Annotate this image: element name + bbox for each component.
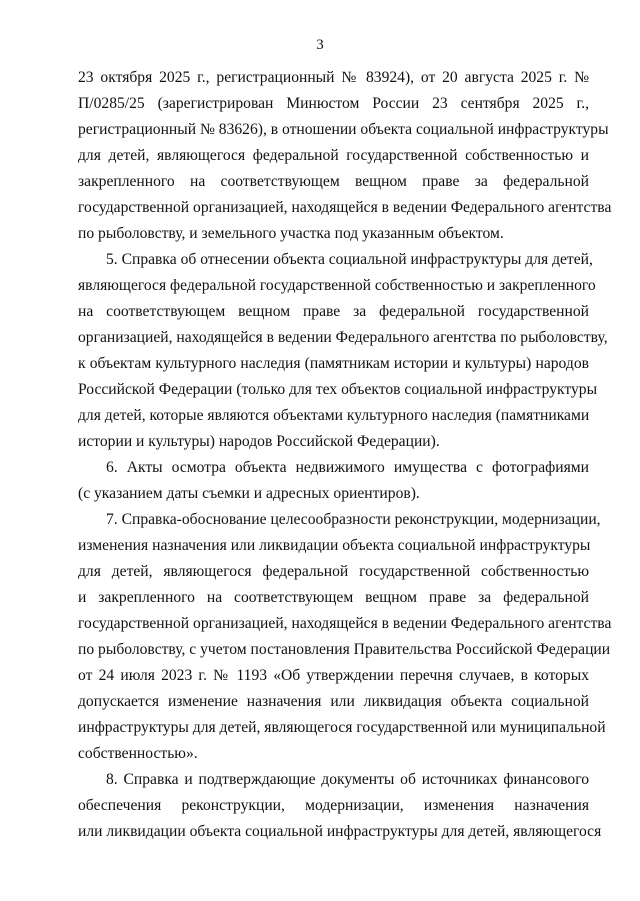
text-line: государственной организацией, находящейся в ведении Федерального агентства — [78, 199, 612, 216]
text-line: 7. Справка-обоснование целесообразности реконструкции, модернизации, — [106, 511, 601, 528]
text-line: по рыболовству, с учетом постановления Правительства Российской Федерации — [78, 641, 611, 658]
text-line: по рыболовству, и земельного участка под указанным объектом. — [78, 225, 504, 242]
text-line: (с указанием даты съемки и адресных ориентиров). — [78, 485, 420, 502]
text-line: организацией, находящейся в ведении Федерального агентства по рыболовству, — [78, 329, 608, 346]
text-line: П/0285/25 (зарегистрирован Минюстом России 23 сентября 2025 г., — [78, 95, 589, 112]
text-line: или ликвидации объекта социальной инфраструктуры для детей, являющегося — [78, 823, 602, 840]
text-line: к объектам культурного наследия (памятникам истории и культуры) народов — [78, 355, 589, 372]
text-line: 6. Акты осмотра объекта недвижимого имущества с фотографиями — [106, 459, 589, 476]
text-line: 8. Справка и подтверждающие документы об источниках финансового — [106, 771, 589, 788]
text-line: на соответствующем вещном праве за федеральной государственной — [78, 303, 589, 320]
text-line: истории и культуры) народов Российской Федерации). — [78, 433, 440, 450]
text-line: и закрепленного на соответствующем вещном праве за федеральной — [78, 589, 589, 606]
text-line: обеспечения реконструкции, модернизации, изменения назначения — [78, 797, 589, 814]
text-line: регистрационный № 83626), в отношении объекта социальной инфраструктуры — [78, 121, 609, 138]
text-line: для детей, являющегося федеральной государственной собственностью и — [78, 147, 589, 164]
text-line: являющегося федеральной государственной собственностью и закрепленного — [78, 277, 596, 294]
text-line: 5. Справка об отнесении объекта социальной инфраструктуры для детей, — [106, 251, 593, 268]
text-line: для детей, являющегося федеральной государственной собственностью — [78, 563, 589, 580]
text-line: собственностью». — [78, 745, 198, 762]
text-line: Российской Федерации (только для тех объектов социальной инфраструктуры — [78, 381, 598, 398]
text-line: закрепленного на соответствующем вещном праве за федеральной — [78, 173, 589, 190]
text-line: изменения назначения или ликвидации объекта социальной инфраструктуры — [78, 537, 591, 554]
text-line: государственной организацией, находящейся в ведении Федерального агентства — [78, 615, 612, 632]
text-line: для детей, которые являются объектами культурного наследия (памятниками — [78, 407, 590, 424]
text-line: от 24 июля 2023 г. № 1193 «Об утверждении перечня случаев, в которых — [78, 667, 589, 684]
text-line: 23 октября 2025 г., регистрационный № 83924), от 20 августа 2025 г. № — [78, 69, 589, 86]
text-line: инфраструктуры для детей, являющегося государственной или муниципальной — [78, 719, 606, 736]
page-number: 3 — [316, 37, 324, 53]
text-line: допускается изменение назначения или ликвидация объекта социальной — [78, 693, 589, 710]
